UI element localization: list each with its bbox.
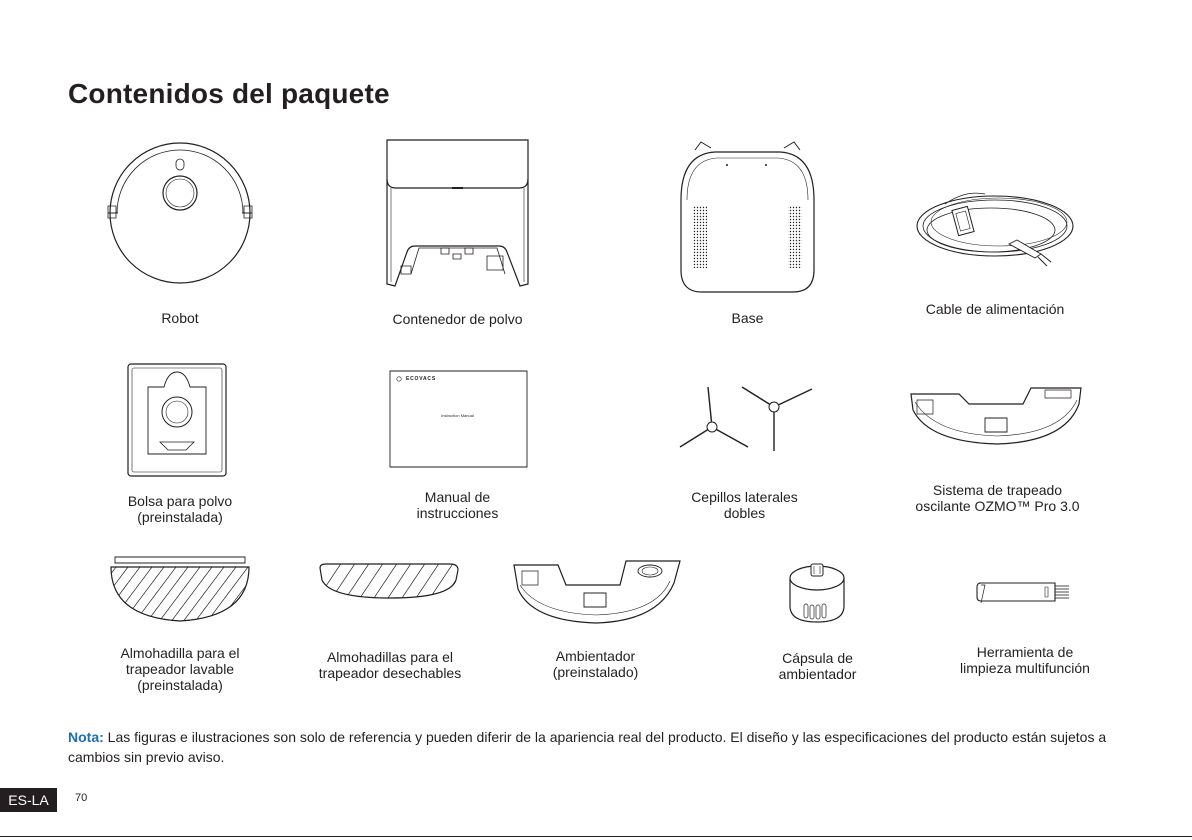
caption-line: Cepillos laterales	[691, 489, 798, 505]
caption-line: ambientador	[778, 666, 857, 682]
page-title: Contenidos del paquete	[68, 78, 390, 109]
item-base	[675, 140, 820, 340]
item-manual	[385, 370, 530, 530]
caption-power-cable	[905, 301, 1085, 317]
caption-line: Contenedor de polvo	[392, 311, 523, 327]
caption-line: Almohadillas para el	[326, 649, 454, 665]
item-air-freshener	[508, 555, 688, 700]
caption-line: Manual de	[424, 489, 491, 505]
caption-line: (preinstalado)	[552, 664, 639, 680]
item-dust-bin	[375, 134, 540, 344]
item-dust-bag	[110, 362, 250, 532]
freshener-capsule-illustration	[760, 560, 875, 625]
base-illustration	[675, 140, 820, 300]
caption-line: Ambientador	[555, 648, 636, 664]
dust-bin-illustration	[375, 134, 540, 294]
language-badge: ES-LA	[0, 788, 57, 812]
caption-line: Robot	[161, 310, 199, 326]
caption-line: Bolsa para polvo	[127, 493, 233, 509]
item-freshener-capsule	[760, 560, 875, 700]
side-brush-left	[680, 387, 748, 447]
bottom-rule	[0, 836, 1192, 837]
dust-bag-illustration	[110, 362, 250, 477]
caption-base	[675, 310, 820, 326]
caption-line: dobles	[723, 505, 766, 521]
robot-illustration	[100, 140, 260, 300]
caption-air-freshener	[508, 648, 683, 680]
washable-pad-illustration	[105, 555, 255, 625]
caption-line: instrucciones	[416, 505, 499, 521]
caption-dust-bag	[110, 493, 250, 525]
item-ozmo-system	[905, 380, 1090, 520]
caption-dust-bin	[375, 311, 540, 327]
caption-line: trapeador lavable	[125, 661, 235, 677]
item-side-brushes	[672, 385, 817, 535]
caption-disposable-pads	[310, 649, 470, 681]
item-robot	[100, 140, 260, 340]
caption-line: Cable de alimentación	[925, 301, 1065, 317]
note-label: Nota:	[68, 729, 104, 745]
item-cleaning-tool	[955, 575, 1095, 700]
caption-line: Almohadilla para el	[120, 645, 240, 661]
side-brush-right	[742, 387, 812, 451]
caption-cleaning-tool	[955, 644, 1095, 676]
caption-robot	[100, 310, 260, 326]
caption-line: Sistema de trapeado	[932, 482, 1063, 498]
caption-line: oscilante OZMO™ Pro 3.0	[915, 498, 1080, 514]
caption-line: Base	[731, 310, 764, 326]
caption-freshener-capsule	[760, 650, 875, 682]
caption-line: (preinstalada)	[137, 677, 223, 693]
caption-side-brushes	[672, 489, 817, 521]
item-power-cable	[905, 180, 1085, 340]
air-freshener-illustration	[508, 555, 688, 630]
manual-cover-title: Instruction Manual	[441, 413, 474, 418]
manual-illustration	[385, 370, 530, 470]
caption-line: (preinstalada)	[137, 509, 223, 525]
caption-washable-pad	[105, 645, 255, 693]
disposable-pads-illustration	[310, 560, 470, 605]
ozmo-system-illustration	[905, 380, 1090, 450]
speaker-grille-left	[693, 206, 707, 268]
speaker-grille-right	[788, 206, 802, 268]
page-number: 70	[75, 792, 88, 804]
caption-ozmo-system	[905, 482, 1090, 514]
cleaning-tool-illustration	[955, 575, 1095, 610]
note-text: Las figuras e ilustraciones son solo de referencia y pueden diferir de la apariencia real del producto. El diseño y las especificaciones del producto están sujetos a cambios sin previo aviso.	[68, 729, 1107, 765]
manual-brand: ECOVACS	[406, 376, 436, 382]
caption-line: Herramienta de	[976, 644, 1074, 660]
power-cable-illustration	[905, 180, 1085, 280]
caption-manual	[385, 489, 530, 521]
caption-line: trapeador desechables	[318, 665, 462, 681]
caption-line: Cápsula de	[782, 650, 853, 666]
item-disposable-pads	[310, 560, 470, 700]
side-brushes-illustration	[672, 385, 817, 460]
caption-line: limpieza multifunción	[960, 660, 1090, 676]
disclaimer-note	[68, 727, 1128, 767]
item-washable-pad	[105, 555, 255, 700]
